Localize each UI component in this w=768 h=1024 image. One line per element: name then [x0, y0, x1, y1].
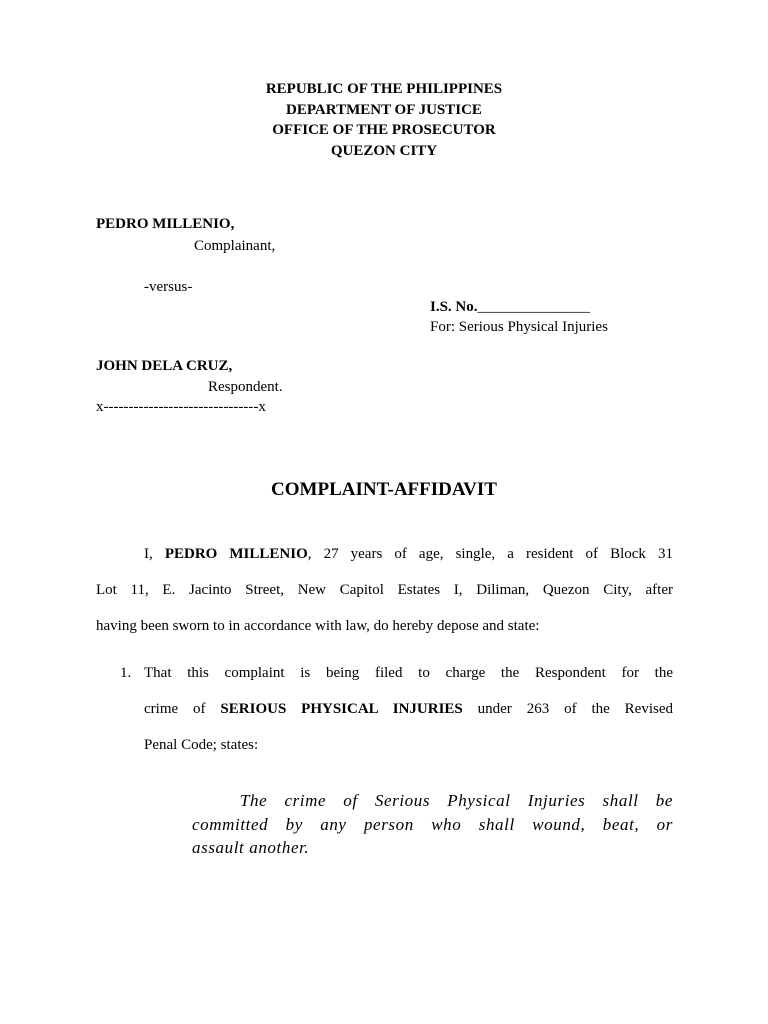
intro-line-2: Lot 11, E. Jacinto Street, New Capitol Estates I, Diliman, Quezon City, after — [96, 582, 673, 598]
quote-line-3: assault another. — [192, 838, 310, 857]
complainant-name: PEDRO MILLENIO, — [96, 216, 235, 232]
item-number: 1. — [120, 665, 132, 681]
complainant-role: Complainant, — [194, 238, 276, 254]
case-number — [430, 299, 590, 316]
item-line-2: crime of SERIOUS PHYSICAL INJURIES under 263 of the Revised — [144, 701, 673, 717]
case-number-label: I.S. No. — [430, 299, 478, 315]
crime-name: SERIOUS PHYSICAL INJURIES — [220, 701, 463, 717]
item-line-1: That this complaint is being filed to charge the Respondent for the — [144, 665, 673, 681]
quote-line-1: The crime of Serious Physical Injuries shall be — [240, 791, 673, 810]
header-department: DEPARTMENT OF JUSTICE — [286, 101, 482, 118]
header-republic: REPUBLIC OF THE PHILIPPINES — [265, 81, 503, 97]
intro-paragraph — [96, 536, 673, 644]
item-line-3: Penal Code; states: — [144, 737, 259, 753]
quote-line-2: committed by any person who shall wound, beat, or — [192, 814, 673, 834]
header-office: OFFICE OF THE PROSECUTOR — [272, 122, 496, 138]
offense-line: For: Serious Physical Injuries — [430, 319, 608, 335]
legal-quote — [192, 789, 673, 860]
header-city: QUEZON CITY — [330, 142, 438, 159]
versus-label: -versus- — [144, 279, 193, 295]
document-header — [0, 79, 768, 161]
affiant-name: PEDRO MILLENIO — [164, 546, 308, 562]
intro-line-3: having been sworn to in accordance with law, do hereby depose and state: — [96, 618, 540, 634]
respondent-name: JOHN DELA CRUZ, — [96, 358, 233, 374]
document-title: COMPLAINT-AFFIDAVIT — [271, 479, 497, 500]
item-body — [144, 655, 673, 763]
caption-separator: x-------------------------------x — [96, 399, 266, 415]
intro-line-1: I, PEDRO MILLENIO, 27 years of age, single, a resident of Block 31 — [144, 546, 673, 562]
case-number-blank: _______________ — [477, 299, 591, 315]
respondent-role: Respondent. — [208, 379, 283, 395]
